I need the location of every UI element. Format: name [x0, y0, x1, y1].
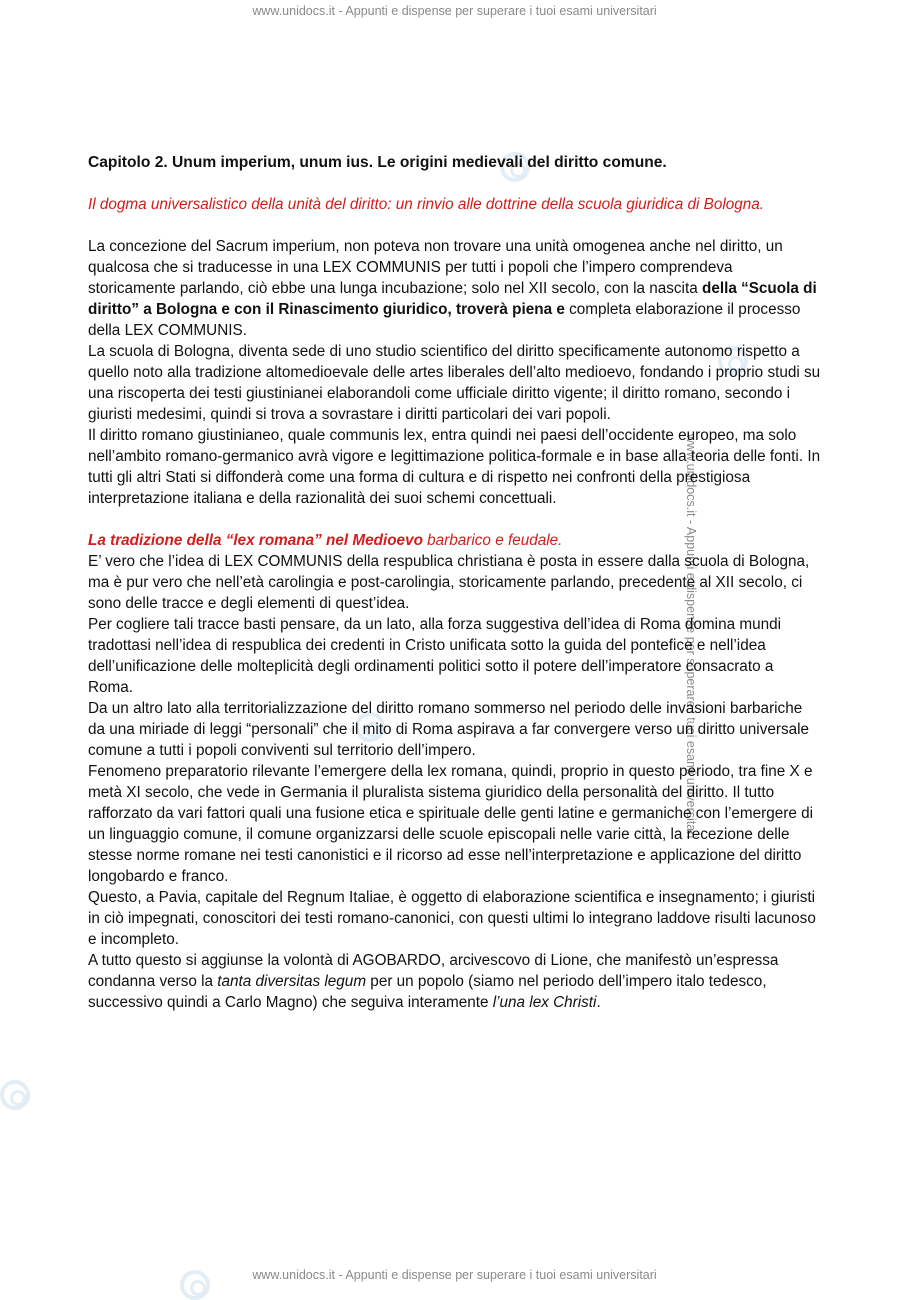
paragraph-text-italic: tanta diversitas legum — [217, 973, 367, 990]
document-body — [88, 152, 822, 1013]
paragraph-text: per un popolo (siamo nel periodo dell’impero italo tedesco, successivo quindi a Carlo Magno) che seguiva interamente — [88, 973, 767, 1011]
paragraph-text: A tutto questo si aggiunse la volontà di AGOBARDO, arcivescovo di Lione, che manifestò un’espressa condanna verso la — [88, 952, 779, 990]
paragraph — [88, 278, 822, 341]
paragraph: Il diritto romano giustinianeo, quale communis lex, entra quindi nei paesi dell’occidente europeo, ma solo nell’ambito romano-germanico avrà vigore e legittimazione politica-formale e in base alla teoria delle fonti. In tutti gli altri Stati si diffonderà come una forma di cultura e di rispetto nei confronti della prestigiosa interpretazione italiana e della razionalità dei suoi schemi concettuali. — [88, 427, 821, 507]
section-heading-rest: barbarico e feudale. — [422, 532, 563, 549]
paragraph: La concezione del Sacrum imperium, non poteva non trovare una unità omogenea anche nel diritto, un qualcosa che si traducesse in una LEX COMMUNIS per tutti i popoli che l’impero comprendeva — [88, 238, 783, 276]
unidocs-logo-icon — [180, 1270, 210, 1300]
unidocs-logo-icon — [0, 1080, 30, 1110]
paragraph-text: storicamente parlando, ciò ebbe una lunga incubazione; solo nel XII secolo, con la nascita — [88, 280, 702, 297]
watermark-bottom: www.unidocs.it - Appunti e dispense per superare i tuoi esami universitari — [252, 1268, 657, 1282]
paragraph: La scuola di Bologna, diventa sede di uno studio scientifico del diritto specificamente autonomo rispetto a quello noto alla tradizione altomedioevale delle artes liberales dell’alto medioevo, fondando i proprio studi su una riscoperta dei testi giustinianei elaborandoli come ufficiale diritto vigente; il diritto romano, secondo i giuristi medesimi, quindi si trova a sovrastare i diritti particolari dei vari popoli. — [88, 343, 821, 423]
paragraph-text-italic: l’una lex Christi — [492, 994, 597, 1011]
section-heading-bologna: Il dogma universalistico della unità del diritto: un rinvio alle dottrine della scuola giuridica di Bologna. — [88, 196, 764, 213]
paragraph-text: . — [596, 994, 601, 1011]
chapter-title: Capitolo 2. Unum imperium, unum ius. Le origini medievali del diritto comune. — [88, 154, 667, 171]
watermark-right: www.unidocs.it - Appunti e dispense per superare i tuoi esami universitari — [683, 433, 698, 839]
paragraph — [88, 950, 822, 1013]
paragraph: E’ vero che l’idea di LEX COMMUNIS della respublica christiana è posta in essere dalla scuola di Bologna, ma è pur vero che nell’età carolingia e post-carolingia, storicamente parlando, precedente al XII secolo, ci sono delle tracce e degli elementi di quest’idea. — [88, 553, 810, 612]
paragraph-text: completa elaborazione il processo della LEX COMMUNIS. — [88, 301, 801, 339]
paragraph-text-bold: della “Scuola di diritto” a Bologna e con il Rinascimento giuridico, troverà piena e — [88, 280, 817, 318]
section-heading-bold: La tradizione della “lex romana” nel Medioevo — [88, 532, 423, 549]
paragraph: Questo, a Pavia, capitale del Regnum Italiae, è oggetto di elaborazione scientifica e insegnamento; i giuristi in ciò impegnati, conoscitori dei testi romano-canonici, con questi ultimi lo integrano laddove risulti lacunoso e incompleto. — [88, 889, 816, 948]
paragraph: Fenomeno preparatorio rilevante l’emergere della lex romana, quindi, proprio in questo periodo, tra fine X e metà XI secolo, che vede in Germania il pluralista sistema giuridico della personalità del diritto. Il tutto rafforzato da vari fattori quali una fusione etica e spirituale delle genti latine e germaniche con l’emergere di un linguaggio comune, il comune organizzarsi delle scuole episcopali nelle varie città, la recezione delle stesse norme romane nei testi canonistici e il ricorso ad esse nell’interpretazione e applicazione del diritto longobardo e franco. — [88, 763, 814, 885]
paragraph: Per cogliere tali tracce basti pensare, da un lato, alla forza suggestiva dell’idea di Roma domina mundi tradottasi nell’idea di respublica dei credenti in Cristo unificata sotto la guida del pontefice e nell’idea dell’unificazione delle molteplicità degli ordinamenti politici sotto il potere dell’imperatore consacrato a Roma. — [88, 616, 781, 696]
paragraph: Da un altro lato alla territorializzazione del diritto romano sommerso nel periodo delle invasioni barbariche da una miriade di leggi “personali” che il mito di Roma aspirava a far convergere verso un diritto universale comune a tutti i popoli conviventi sul territorio dell’impero. — [88, 700, 810, 759]
watermark-top: www.unidocs.it - Appunti e dispense per superare i tuoi esami universitari — [252, 4, 657, 18]
section-heading-lex-romana — [88, 530, 822, 551]
